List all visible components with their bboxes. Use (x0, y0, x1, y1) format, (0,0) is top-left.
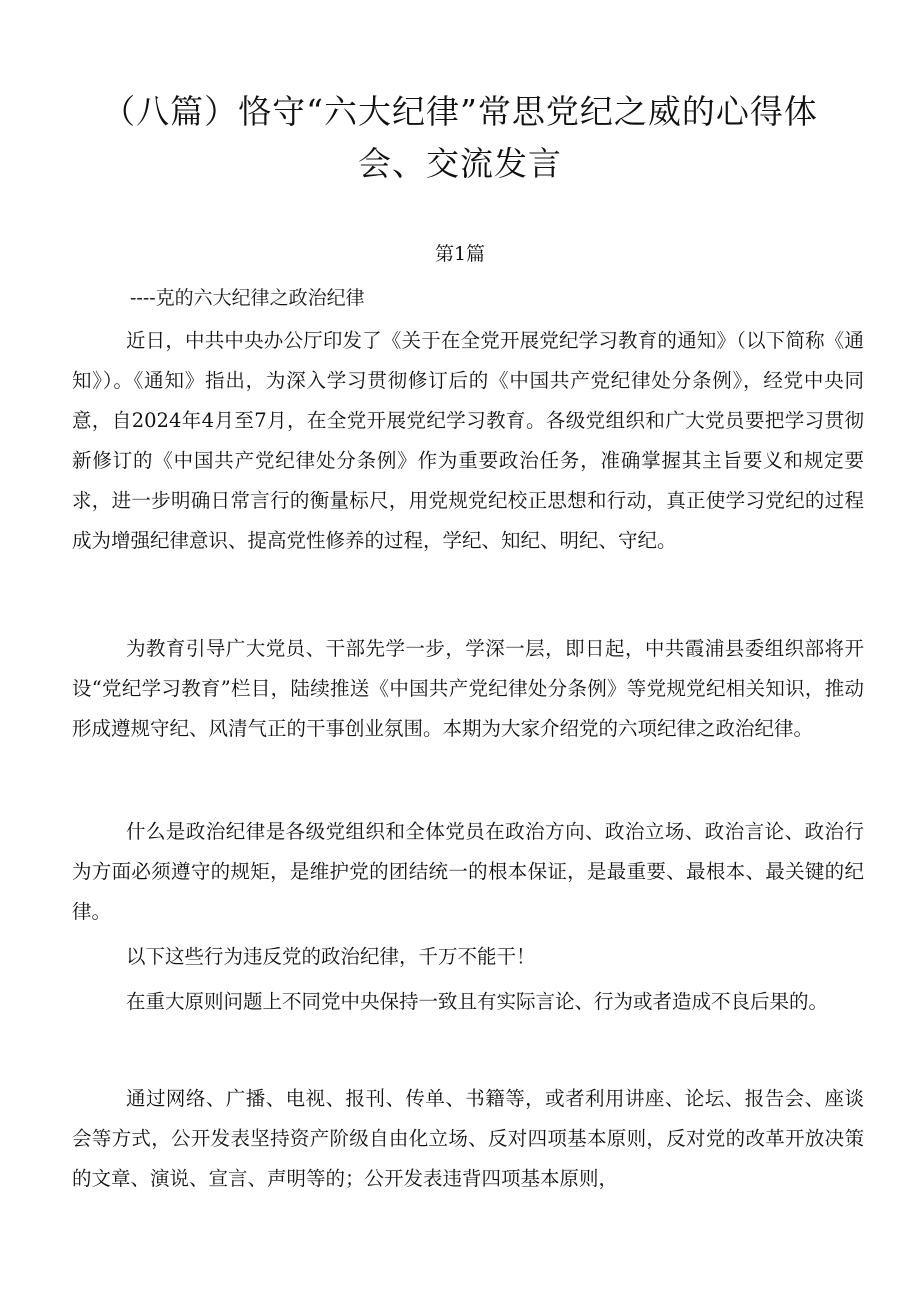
paragraph-1: 近日，中共中央办公厅印发了《关于在全党开展党纪学习教育的通知》（以下简称《通知》）。《通知》指出，为深入学习贯彻修订后的《中国共产党纪律处分条例》，经党中央同意，自2024年4月至7月，在全党开展党纪学习教育。各级党组织和广大党员要把学习贯彻新修订的《中国共产党纪律处分条例》作为重要政治任务，准确掌握其主旨要义和规定要求，进一步明确日常言行的衡量标尺，用党规党纪校正思想和行动，真正使学习党纪的过程成为增强纪律意识、提高党性修养的过程，学纪、知纪、明纪、守纪。 (72, 329, 864, 552)
paragraph-3: 什么是政治纪律是各级党组织和全体党员在政治方向、政治立场、政治言论、政治行为方面必须遵守的规矩，是维护党的团结统一的根本保证，是最重要、最根本、最关键的纪律。 (72, 820, 864, 923)
document-title-line-2: 会、交流发言 (358, 144, 562, 183)
paragraph-2: 为教育引导广大党员、干部先学一步，学深一层，即日起，中共霞浦县委组织部将开设“党纪学习教育”栏目，陆续推送《中国共产党纪律处分条例》等党规党纪相关知识，推动形成遵规守纪、风清气正的干事创业氛围。本期为大家介绍党的六项纪律之政治纪律。 (72, 637, 864, 740)
section-subtitle: ----克的六大纪律之政治纪律 (130, 287, 365, 309)
paragraph-6: 通过网络、广播、电视、报刊、传单、书籍等，或者利用讲座、论坛、报告会、座谈会等方式，公开发表坚持资产阶级自由化立场、反对四项基本原则，反对党的改革开放决策的文章、演说、宣言、声明等的；公开发表违背四项基本原则， (72, 1087, 864, 1190)
document-title-line-1: （八篇）恪守“六大纪律”常思党纪之威的心得体 (102, 92, 818, 131)
paragraph-5: 在重大原则问题上不同党中央保持一致且有实际言论、行为或者造成不良后果的。 (126, 990, 829, 1013)
section-heading: 第1篇 (434, 243, 486, 265)
paragraph-4: 以下这些行为违反党的政治纪律，千万不能干！ (126, 945, 536, 968)
